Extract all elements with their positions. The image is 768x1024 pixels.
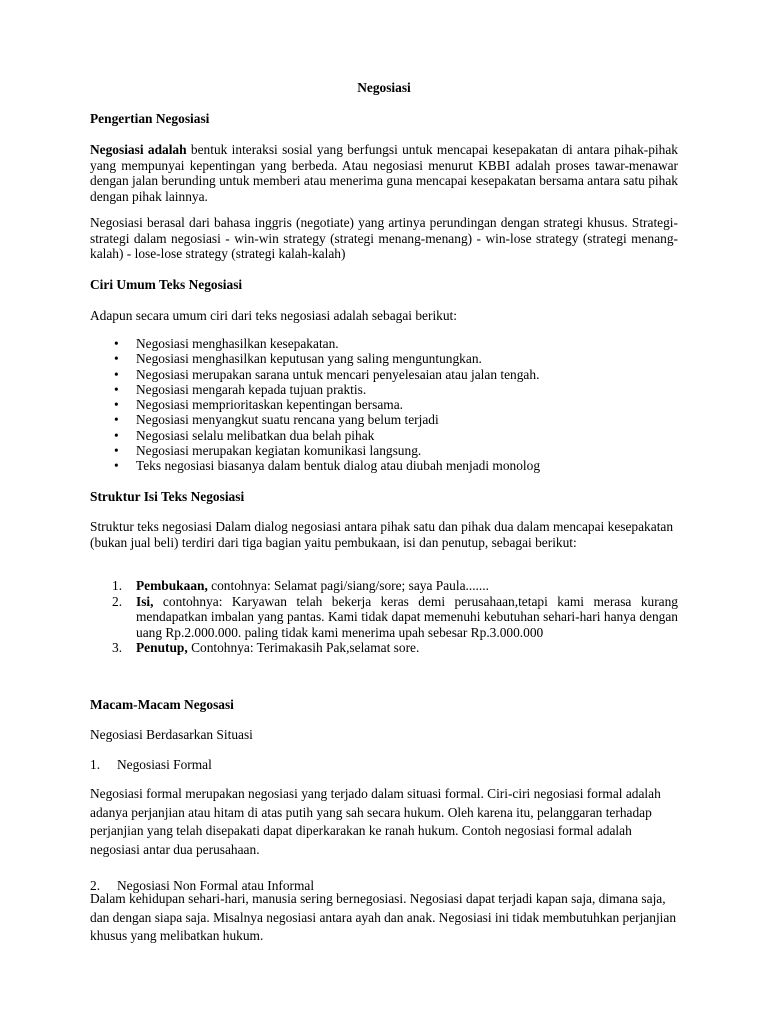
list-number: 2.: [112, 593, 123, 609]
paragraph-formal: Negosiasi formal merupakan negosiasi yang terjado dalam situasi formal. Ciri-ciri negosiasi formal adalah adanya perjanjian atau hitam di atas putih yang sah secara hukum. Oleh karena itu, pelanggaran terhadap perjanjian yang telah disepakati dapat diperkarakan ke ranah hukum. Contoh negosiasi formal adalah negosiasi antar dua perusahaan.: [90, 786, 661, 857]
paragraph-etymology: Negosiasi berasal dari bahasa inggris (negotiate) yang artinya perundingan dengan strategi khusus. Strategi-strategi dalam negosiasi - win-win strategy (strategi menang-menang) - win-lose strategy (strategi menang-kalah) - lose-lose strategy (strategi kalah-kalah): [90, 215, 678, 261]
definition-lead: Negosiasi adalah: [90, 142, 187, 157]
list-item-text: contohnya: Selamat pagi/siang/sore; saya Paula.......: [207, 578, 489, 593]
struktur-numbered-list: [90, 578, 678, 656]
subsection-number: 1.: [90, 757, 101, 772]
heading-macam: Macam-Macam Negosasi: [90, 697, 234, 712]
subsection-formal-title: [90, 757, 678, 773]
list-item-label: Penutup,: [136, 640, 188, 655]
list-item-text: Contohnya: Terimakasih Pak,selamat sore.: [187, 640, 420, 655]
list-item: • Negosiasi menghasilkan kesepakatan.: [90, 336, 678, 351]
list-item: • Negosiasi memprioritaskan kepentingan bersama.: [90, 397, 678, 412]
definition-text: bentuk interaksi sosial yang berfungsi untuk mencapai kesepakatan di antara pihak-pihak yang mempunyai kepentingan yang berbeda. Atau negosiasi menurut KBBI adalah proses tawar-menawar dengan jalan berunding untuk memberi atau menerima guna mencapai kesepakatan bersama antara satu pihak dengan pihak lainnya.: [90, 142, 678, 204]
subsection-title: Negosiasi Formal: [117, 757, 212, 772]
list-item: [90, 594, 678, 641]
list-number: 3.: [112, 640, 123, 655]
heading-pengertian: Pengertian Negosiasi: [90, 111, 210, 126]
subsection-number: 2.: [90, 877, 101, 893]
list-number: 1.: [112, 578, 123, 593]
paragraph-ciri-intro: Adapun secara umum ciri dari teks negosiasi adalah sebagai berikut:: [90, 308, 458, 323]
ciri-bullet-list: [90, 336, 678, 474]
subsection-title: Negosiasi Non Formal atau Informal: [117, 877, 315, 893]
heading-ciri-umum: Ciri Umum Teks Negosiasi: [90, 277, 243, 292]
list-item-label: Isi,: [136, 593, 154, 609]
paragraph-definition: [90, 142, 678, 204]
document-title: Negosiasi: [357, 80, 411, 95]
list-item: • Negosiasi merupakan sarana untuk mencari penyelesaian atau jalan tengah.: [90, 367, 678, 382]
heading-struktur: Struktur Isi Teks Negosiasi: [90, 489, 245, 504]
list-item: [90, 578, 678, 594]
list-item: [90, 640, 678, 656]
list-item: • Negosiasi mengarah kepada tujuan praktis.: [90, 382, 678, 397]
list-item: • Teks negosiasi biasanya dalam bentuk dialog atau diubah menjadi monolog: [90, 458, 678, 473]
list-item: • Negosiasi merupakan kegiatan komunikasi langsung.: [90, 443, 678, 458]
list-item-label: Pembukaan,: [136, 578, 208, 593]
list-item: • Negosiasi selalu melibatkan dua belah pihak: [90, 428, 678, 443]
paragraph-informal: Dalam kehidupan sehari-hari, manusia sering bernegosiasi. Negosiasi dapat terjadi kapan saja, dimana saja, dan dengan siapa saja. Misalnya negosiasi antara ayah dan anak. Negosiasi ini tidak membutuhkan perjanjian khusus yang melibatkan hukum.: [90, 891, 677, 943]
subheading-situasi: Negosiasi Berdasarkan Situasi: [90, 727, 253, 742]
paragraph-struktur-intro: Struktur teks negosiasi Dalam dialog negosiasi antara pihak satu dan pihak dua dalam mencapai kesepakatan (bukan jual beli) terdiri dari tiga bagian yaitu pembukaan, isi dan penutup, sebagai berikut:: [90, 519, 674, 550]
list-item: • Negosiasi menghasilkan keputusan yang saling menguntungkan.: [90, 351, 678, 366]
list-item: • Negosiasi menyangkut suatu rencana yang belum terjadi: [90, 412, 678, 427]
list-item-text: contohnya: Karyawan telah bekerja keras demi perusahaan,tetapi kami merasa kurang mendapatkan imbalan yang pantas. Kami tidak dapat memenuhi kebutuhan sehari-hari hanya dengan uang Rp.2.000.000. paling tidak kami menerima upah sebesar Rp.3.000.000: [136, 593, 678, 640]
